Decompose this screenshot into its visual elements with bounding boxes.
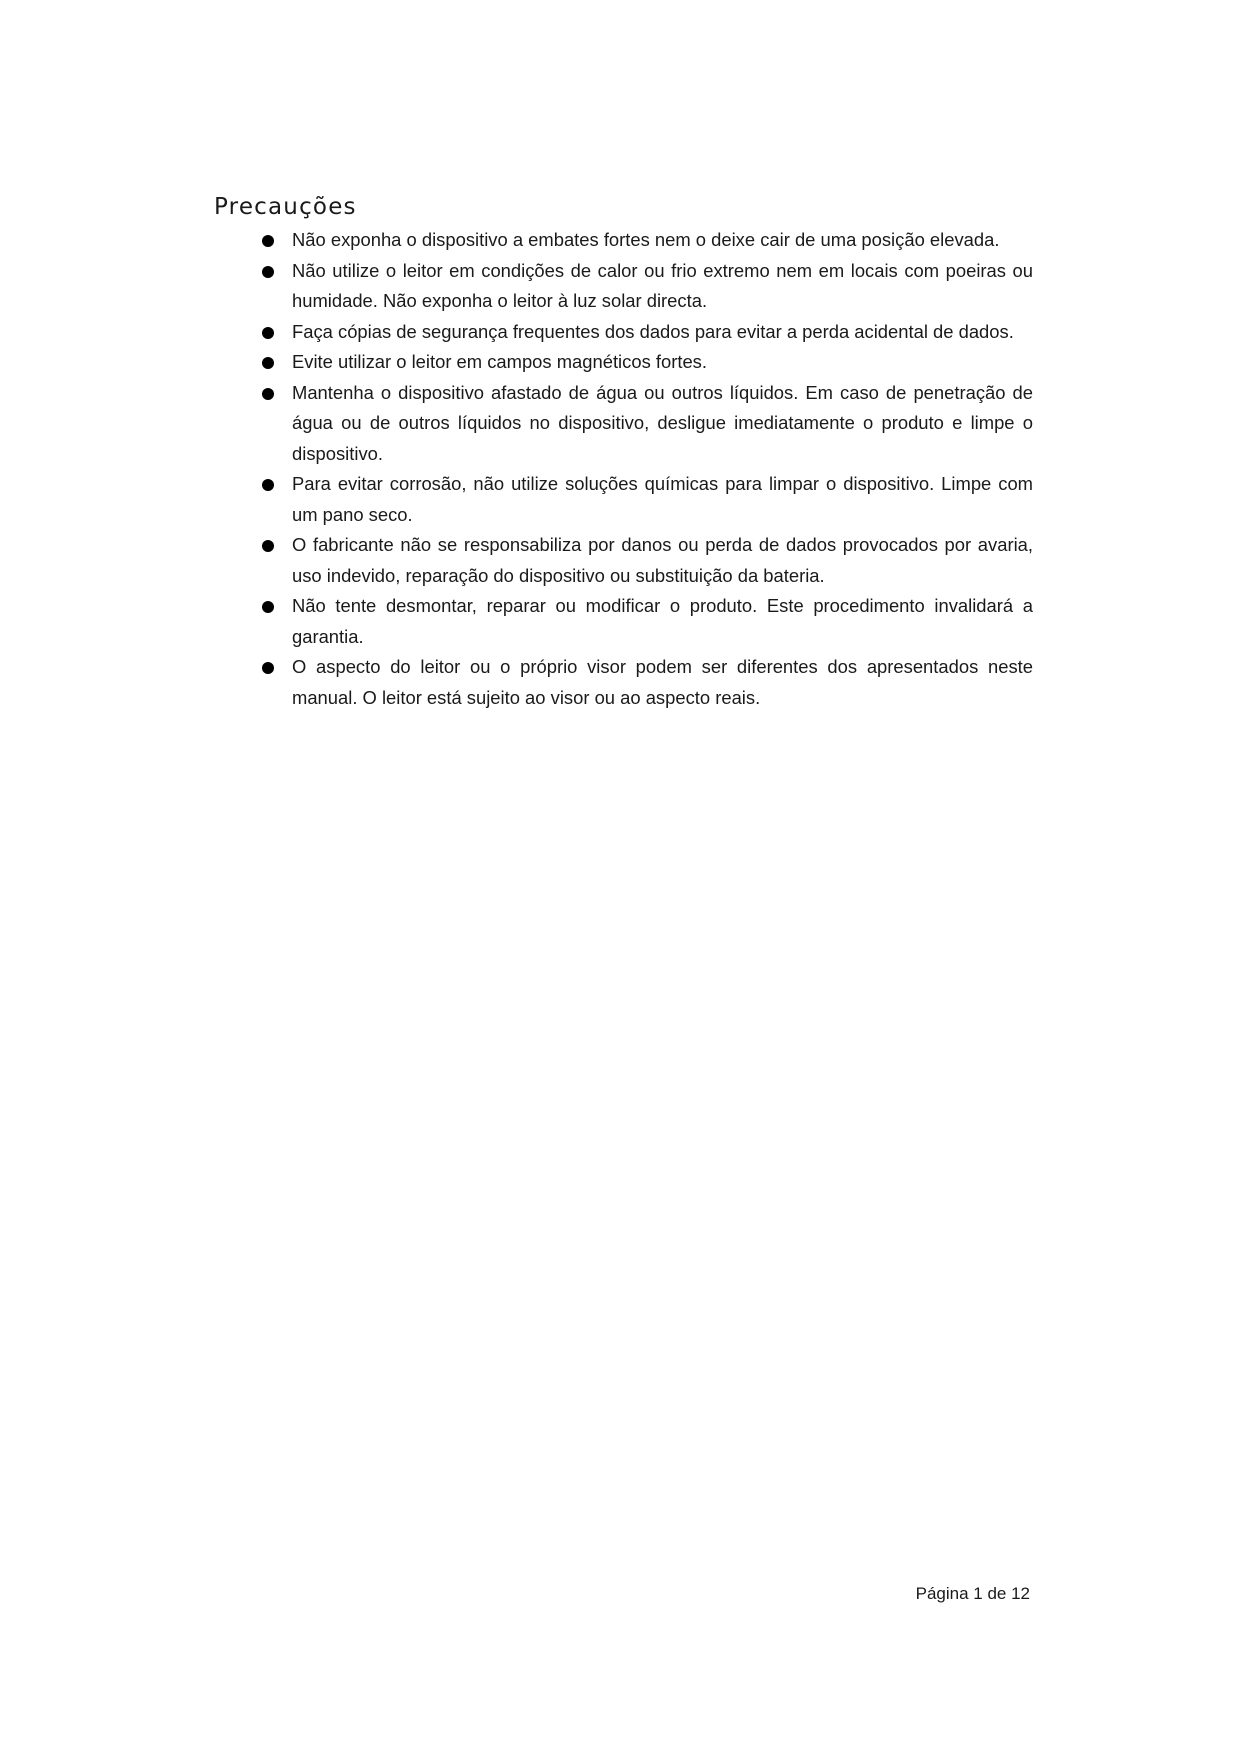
list-item-text: Evite utilizar o leitor em campos magnéticos fortes. bbox=[292, 351, 707, 372]
bullet-icon bbox=[262, 357, 274, 369]
precautions-list bbox=[258, 225, 1033, 713]
bullet-icon bbox=[262, 601, 274, 613]
list-item-text: Para evitar corrosão, não utilize soluções químicas para limpar o dispositivo. Limpe com um pano seco. bbox=[292, 473, 1033, 525]
page-title: Precauções bbox=[214, 194, 357, 220]
list-item bbox=[258, 347, 1033, 378]
list-item-text: Mantenha o dispositivo afastado de água ou outros líquidos. Em caso de penetração de água ou de outros líquidos no dispositivo, desligue imediatamente o produto e limpe o dispositivo. bbox=[292, 381, 1033, 464]
list-item-text: O fabricante não se responsabiliza por danos ou perda de dados provocados por avaria, uso indevido, reparação do dispositivo ou substituição da bateria. bbox=[292, 534, 1033, 586]
list-item-text: Não utilize o leitor em condições de calor ou frio extremo nem em locais com poeiras ou humidade. Não exponha o leitor à luz solar directa. bbox=[292, 259, 1033, 311]
list-item-text: Não exponha o dispositivo a embates fortes nem o deixe cair de uma posição elevada. bbox=[292, 229, 1000, 250]
list-item bbox=[258, 469, 1033, 530]
bullet-icon bbox=[262, 479, 274, 491]
list-item-text: Faça cópias de segurança frequentes dos dados para evitar a perda acidental de dados. bbox=[292, 320, 1014, 342]
list-item bbox=[258, 530, 1033, 591]
bullet-icon bbox=[262, 235, 274, 247]
list-item bbox=[258, 256, 1033, 317]
page-number: Página 1 de 12 bbox=[915, 1584, 1030, 1603]
bullet-icon bbox=[262, 662, 274, 674]
list-item bbox=[258, 378, 1033, 470]
bullet-icon bbox=[262, 540, 274, 552]
bullet-icon bbox=[262, 327, 274, 339]
list-item bbox=[258, 225, 1033, 256]
bullet-icon bbox=[262, 388, 274, 400]
list-item bbox=[258, 317, 1033, 348]
bullet-icon bbox=[262, 266, 274, 278]
list-item-text: O aspecto do leitor ou o próprio visor podem ser diferentes dos apresentados neste manual. O leitor está sujeito ao visor ou ao aspecto reais. bbox=[292, 656, 1033, 708]
list-item-text: Não tente desmontar, reparar ou modificar o produto. Este procedimento invalidará a garantia. bbox=[292, 595, 1033, 647]
list-item bbox=[258, 591, 1033, 652]
list-item bbox=[258, 652, 1033, 713]
